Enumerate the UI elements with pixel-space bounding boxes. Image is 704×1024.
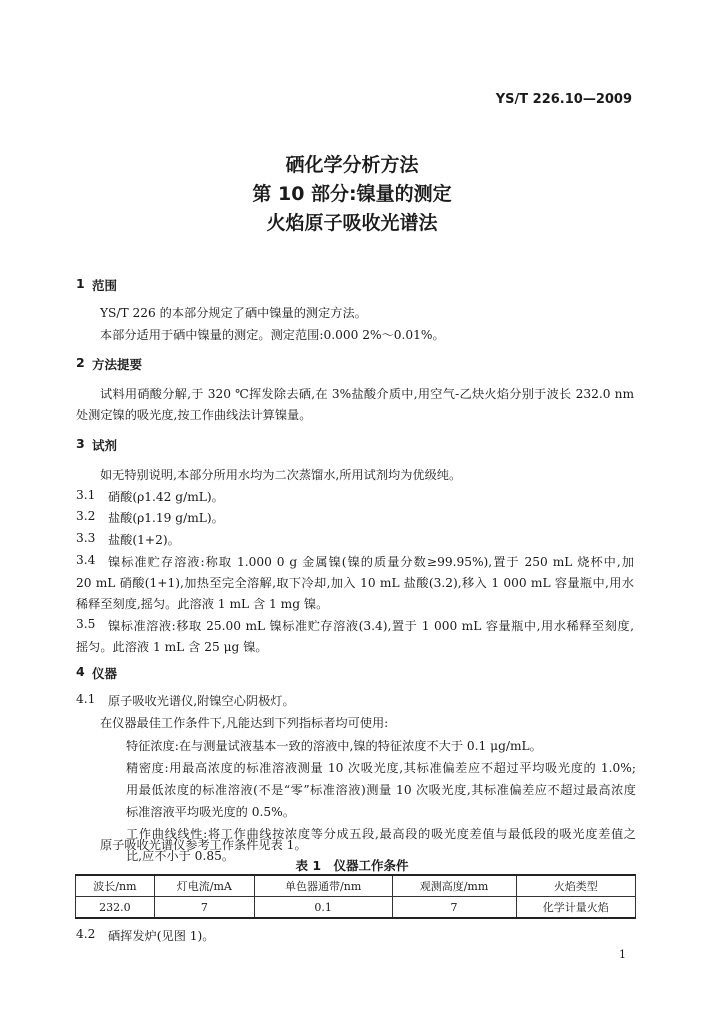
- item-3-4-line-3: 稀释至刻度,摇匀。此溶液 1 mL 含 1 mg 镍。: [76, 597, 329, 611]
- table-header-cell: 波长/nm: [76, 875, 155, 897]
- item-3-2-number: 3.2: [76, 509, 96, 523]
- section-1-number: 1: [76, 276, 85, 291]
- table-cell: 232.0: [76, 897, 155, 919]
- item-3-1-number: 3.1: [76, 488, 96, 502]
- title-line-3: 火焰原子吸收光谱法: [266, 212, 438, 234]
- item-4-1-number: 4.1: [76, 692, 96, 706]
- item-4-1-text: 原子吸收光谱仪,附镍空心阴极灯。: [108, 694, 295, 708]
- condition-linearity-line-2: 比,应不小于 0.85。: [126, 849, 235, 863]
- page-number: 1: [619, 948, 626, 961]
- section-3-intro: 如无特别说明,本部分所用水均为二次蒸馏水,所用试剂均为优级纯。: [100, 468, 462, 482]
- section-4-heading: 仪器: [92, 666, 118, 681]
- section-1-paragraph-1: YS/T 226 的本部分规定了硒中镍量的测定方法。: [100, 306, 367, 320]
- condition-precision-line-1: 精密度:用最高浓度的标准溶液测量 10 次吸光度,其标准偏差应不超过平均吸光度的 1.0%;: [126, 761, 636, 775]
- section-2-line-2: 处测定镍的吸光度,按工作曲线法计算镍量。: [76, 408, 312, 422]
- item-3-4-line-2: 20 mL 硝酸(1+1),加热至完全溶解,取下冷却,加入 10 mL 盐酸(3.2),移入 1 000 mL 容量瓶中,用水: [76, 576, 634, 590]
- section-1-paragraph-2: 本部分适用于硒中镍量的测定。测定范围:0.000 2%～0.01%。: [100, 328, 445, 342]
- item-3-5-line-2: 摇匀。此溶液 1 mL 含 25 μg 镍。: [76, 640, 268, 654]
- table-header-cell: 火焰类型: [516, 875, 635, 897]
- conditions-intro: 在仪器最佳工作条件下,凡能达到下列指标者均可使用:: [100, 716, 389, 730]
- item-3-2-text: 盐酸(ρ1.19 g/mL)。: [108, 511, 224, 525]
- section-2-line-1: 试料用硝酸分解,于 320 ℃挥发除去硒,在 3%盐酸介质中,用空气-乙炔火焰分别于波长 232.0 nm: [100, 387, 634, 401]
- table-header-cell: 灯电流/mA: [154, 875, 254, 897]
- instrument-conditions-table: [75, 874, 636, 919]
- item-3-5-number: 3.5: [76, 617, 96, 631]
- section-2-heading: 方法提要: [92, 357, 143, 372]
- table-cell: 7: [392, 897, 516, 919]
- table-header-cell: 观测高度/mm: [392, 875, 516, 897]
- title-line-2: 第 10 部分:镍量的测定: [252, 183, 452, 205]
- section-3-number: 3: [76, 436, 85, 451]
- item-4-2-text: 硒挥发炉(见图 1)。: [108, 929, 215, 943]
- item-3-3-number: 3.3: [76, 531, 96, 545]
- table-header-cell: 单色器通带/nm: [254, 875, 392, 897]
- table-cell: 0.1: [254, 897, 392, 919]
- item-3-3-text: 盐酸(1+2)。: [108, 533, 180, 547]
- item-3-4-line-1: 镍标准贮存溶液:称取 1.000 0 g 金属镍(镍的质量分数≥99.95%),置于 250 mL 烧杯中,加: [108, 555, 634, 569]
- item-3-5-line-1: 镍标准溶液:移取 25.00 mL 镍标准贮存溶液(3.4),置于 1 000 mL 容量瓶中,用水稀释至刻度,: [108, 619, 634, 633]
- condition-precision-line-2: 用最低浓度的标准溶液(不是“零”标准溶液)测量 10 次吸光度,其标准偏差应不超过最高浓度: [126, 783, 636, 797]
- table-cell: 化学计量火焰: [516, 897, 635, 919]
- table-reference: 原子吸收光谱仪参考工作条件见表 1。: [100, 838, 307, 852]
- item-3-1-text: 硝酸(ρ1.42 g/mL)。: [108, 490, 224, 504]
- table-cell: 7: [154, 897, 254, 919]
- standard-code: YS/T 226.10—2009: [495, 92, 632, 107]
- section-3-heading: 试剂: [92, 438, 118, 453]
- condition-precision-line-3: 标准溶液平均吸光度的 0.5%。: [126, 805, 295, 819]
- table-caption: 表 1 仪器工作条件: [295, 858, 409, 873]
- section-1-heading: 范围: [92, 278, 118, 293]
- item-3-4-number: 3.4: [76, 553, 96, 567]
- title-line-1: 硒化学分析方法: [285, 154, 419, 176]
- condition-linearity-line-1: 工作曲线线性:将工作曲线按浓度等分成五段,最高段的吸光度差值与最低段的吸光度差值之: [126, 827, 636, 841]
- condition-characteristic-concentration: 特征浓度:在与测量试液基本一致的溶液中,镍的特征浓度不大于 0.1 μg/mL。: [126, 739, 542, 753]
- section-2-number: 2: [76, 355, 85, 370]
- item-4-2-number: 4.2: [76, 927, 96, 941]
- section-4-number: 4: [76, 664, 85, 679]
- table-header-row: [76, 875, 636, 897]
- table-row: [76, 897, 636, 919]
